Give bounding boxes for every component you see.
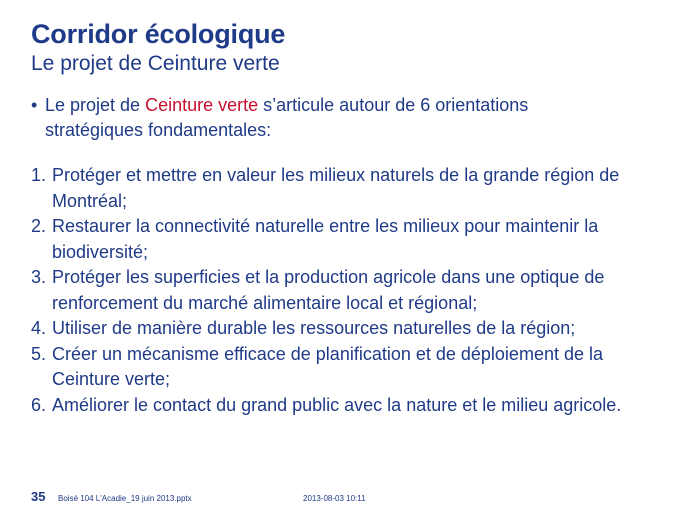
list-item-number: 1. xyxy=(31,165,47,185)
list-item-number: 5. xyxy=(31,343,47,364)
intro-highlight: Ceinture verte xyxy=(145,95,259,115)
list-item xyxy=(31,163,661,214)
slide-subtitle: Le projet de Ceinture verte xyxy=(31,52,280,75)
list-item-text: Améliorer le contact du grand public avec la nature et le milieu agricole. xyxy=(52,394,622,415)
list-item xyxy=(31,265,661,316)
list-item-number: 2. xyxy=(31,216,47,236)
footer-filename: Boisé 104 L'Acadie_19 juin 2013.pptx xyxy=(58,494,192,503)
intro-text xyxy=(31,93,631,143)
list-item xyxy=(31,316,661,342)
orientations-list xyxy=(31,163,661,418)
slide-title: Corridor écologique xyxy=(31,19,286,49)
list-item-text: Utiliser de manière durable les ressources naturelles de la région; xyxy=(52,318,576,338)
list-item-text: Créer un mécanisme efficace de planification et de déploiement de la Ceinture verte; xyxy=(52,343,603,389)
list-item xyxy=(31,393,661,419)
list-item-text: Protéger les superficies et la production agricole dans une optique de renforcement du marché alimentaire local et régional; xyxy=(52,267,605,313)
list-item-text: Protéger et mettre en valeur les milieux naturels de la grande région de Montréal; xyxy=(52,165,620,211)
list-item-number: 3. xyxy=(31,267,47,287)
list-item xyxy=(31,214,661,265)
list-item xyxy=(31,342,661,393)
intro-text-after: s’articule autour de 6 orientations stratégiques fondamentales: xyxy=(45,95,529,140)
intro-text-before: Le projet de xyxy=(45,95,146,115)
bullet-icon: • xyxy=(31,95,38,115)
page-number: 35 xyxy=(31,489,46,504)
list-item-text: Restaurer la connectivité naturelle entre les milieux pour maintenir la biodiversité; xyxy=(52,216,599,262)
list-item-number: 6. xyxy=(31,394,47,415)
list-item-number: 4. xyxy=(31,318,47,338)
intro-paragraph xyxy=(31,93,631,143)
footer-date: 2013-08-03 10:11 xyxy=(303,494,366,503)
